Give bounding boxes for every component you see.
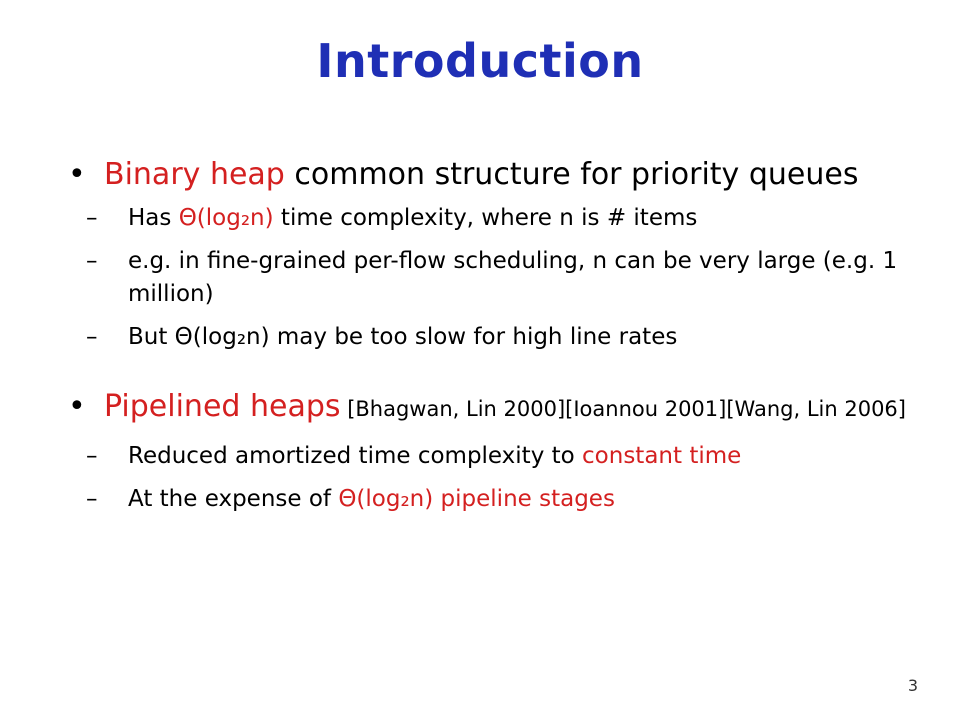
- sub-bullet: [86, 245, 938, 311]
- sub-bullet: [86, 321, 938, 354]
- bullet-dot: •: [68, 157, 86, 192]
- bullet-text: common structure for priority queues: [284, 157, 859, 192]
- bullet-pipelined-heaps: [68, 388, 938, 428]
- sub-bullet-text: But Θ(log₂n) may be too slow for high line rates: [128, 324, 678, 350]
- sub-bullet: [86, 440, 938, 473]
- sub-bullet-highlight: Θ(log₂n) pipeline stages: [338, 486, 615, 512]
- sub-bullet-dash: –: [86, 486, 98, 512]
- sub-bullet-dash: –: [86, 205, 98, 231]
- sub-bullet-dash: –: [86, 324, 98, 350]
- sub-bullet-text: time complexity, where n is # items: [273, 205, 698, 231]
- sub-bullet-text: Has: [128, 205, 179, 231]
- page-number: 3: [907, 676, 918, 695]
- sub-bullet: [86, 483, 938, 516]
- sub-bullet-highlight: Θ(log₂n): [178, 205, 274, 231]
- slide-title: Introduction: [316, 34, 644, 88]
- sub-bullet-text: e.g. in fine-grained per-flow scheduling, n can be very large (e.g. 1 million): [128, 248, 898, 307]
- sub-bullet-dash: –: [86, 248, 98, 274]
- citation: [Bhagwan, Lin 2000][Ioannou 2001][Wang, Lin 2006]: [340, 397, 906, 421]
- sub-bullet-text: At the expense of: [128, 486, 339, 512]
- sub-bullet-text: Reduced amortized time complexity to: [128, 443, 583, 469]
- sub-bullet: [86, 202, 938, 235]
- bullet-list: [68, 156, 938, 516]
- bullet-binary-heap: [68, 156, 938, 194]
- sub-bullet-highlight: constant time: [582, 443, 742, 469]
- bullet-dot: •: [68, 389, 86, 424]
- bullet-highlight: Binary heap: [104, 157, 285, 192]
- sub-bullet-dash: –: [86, 443, 98, 469]
- bullet-highlight: Pipelined heaps: [104, 389, 341, 424]
